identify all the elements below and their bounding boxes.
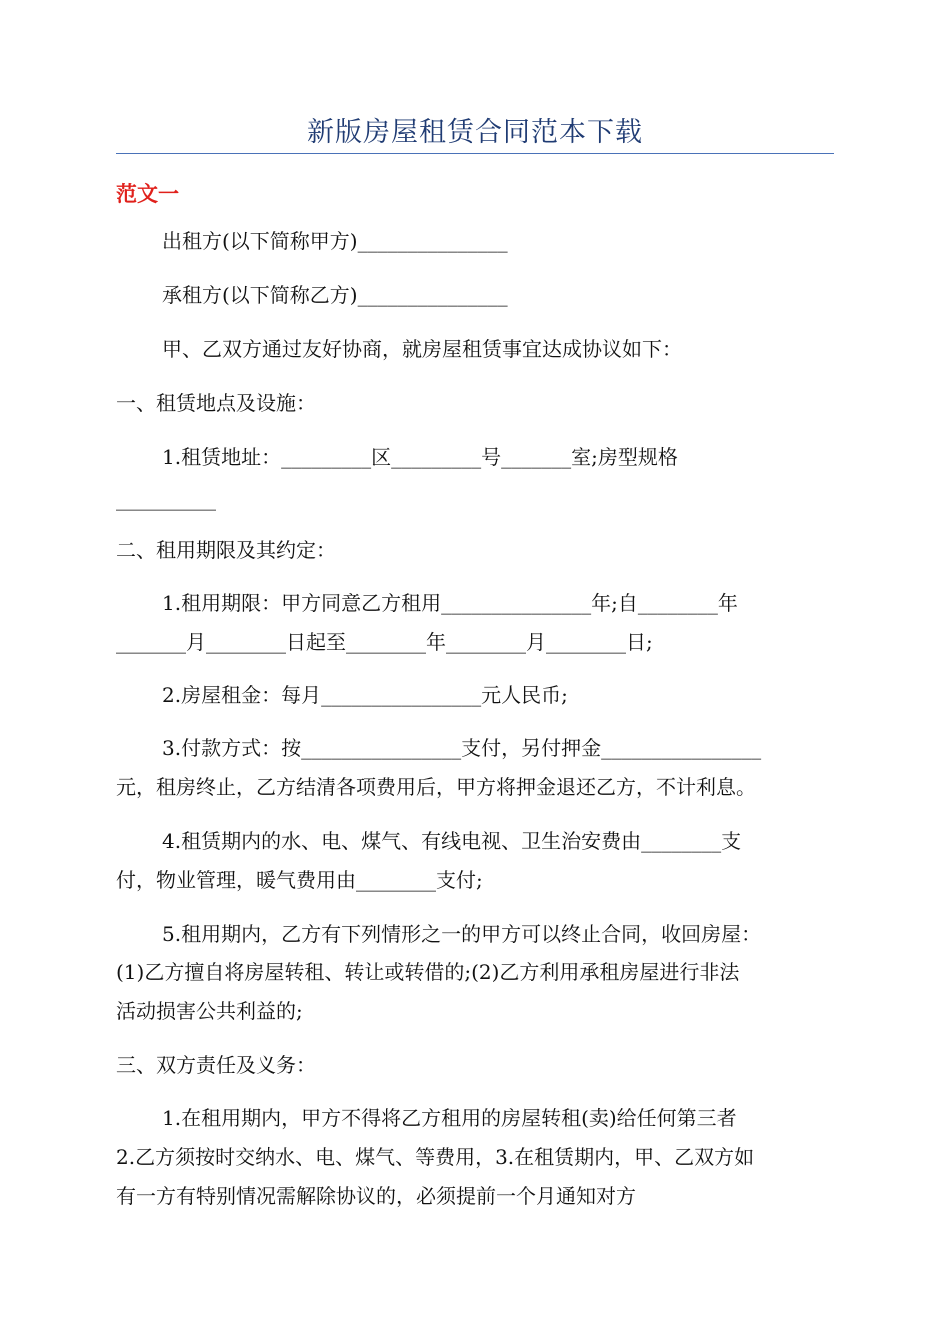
document-title: 新版房屋租赁合同范本下载 bbox=[307, 117, 643, 148]
party-a-line: 出租方(以下简称甲方)_______________ bbox=[162, 229, 508, 253]
clause-heading-3: 三、双方责任及义务： bbox=[116, 1053, 316, 1077]
party-b-line: 承租方(以下简称乙方)_______________ bbox=[162, 283, 508, 307]
clause-2-4: 4.租赁期内的水、电、煤气、有线电视、卫生治安费由________支 bbox=[162, 829, 742, 853]
clause-3-1: 1.在租用期内，甲方不得将乙方租用的房屋转租(卖)给任何第三者 bbox=[162, 1106, 737, 1130]
clause-heading-2: 二、租用期限及其约定： bbox=[116, 538, 336, 562]
clause-1-1-cont: __________ bbox=[116, 487, 216, 511]
clause-heading-1: 一、租赁地点及设施： bbox=[116, 391, 316, 415]
clause-2-3: 3.付款方式：按________________支付，另付押金________________ bbox=[162, 736, 762, 760]
clause-2-5-cont-1: (1)乙方擅自将房屋转租、转让或转借的;(2)乙方利用承租房屋进行非法 bbox=[116, 960, 740, 984]
section-heading: 范文一 bbox=[116, 182, 179, 206]
clause-2-5: 5.租用期内，乙方有下列情形之一的甲方可以终止合同，收回房屋： bbox=[162, 922, 762, 946]
clause-2-3-cont: 元，租房终止，乙方结清各项费用后，甲方将押金退还乙方，不计利息。 bbox=[116, 775, 756, 799]
clause-3-cont-1: 2.乙方须按时交纳水、电、煤气、等费用，3.在租赁期内，甲、乙双方如 bbox=[116, 1145, 755, 1169]
title-underline bbox=[116, 153, 834, 154]
clause-2-2: 2.房屋租金：每月________________元人民币; bbox=[162, 683, 568, 707]
clause-2-1-cont: _______月________日起至________年________月________日; bbox=[116, 630, 653, 654]
clause-2-5-cont-2: 活动损害公共利益的; bbox=[116, 999, 303, 1023]
clause-3-cont-2: 有一方有特别情况需解除协议的，必须提前一个月通知对方 bbox=[116, 1184, 636, 1208]
clause-1-1: 1.租赁地址：_________区_________号_______室;房型规格 bbox=[162, 445, 678, 469]
clause-2-4-cont: 付，物业管理，暖气费用由________支付; bbox=[116, 868, 483, 892]
agreement-intro: 甲、乙双方通过友好协商，就房屋租赁事宜达成协议如下： bbox=[162, 337, 682, 361]
clause-2-1: 1.租用期限：甲方同意乙方租用_______________年;自________年 bbox=[162, 591, 738, 615]
